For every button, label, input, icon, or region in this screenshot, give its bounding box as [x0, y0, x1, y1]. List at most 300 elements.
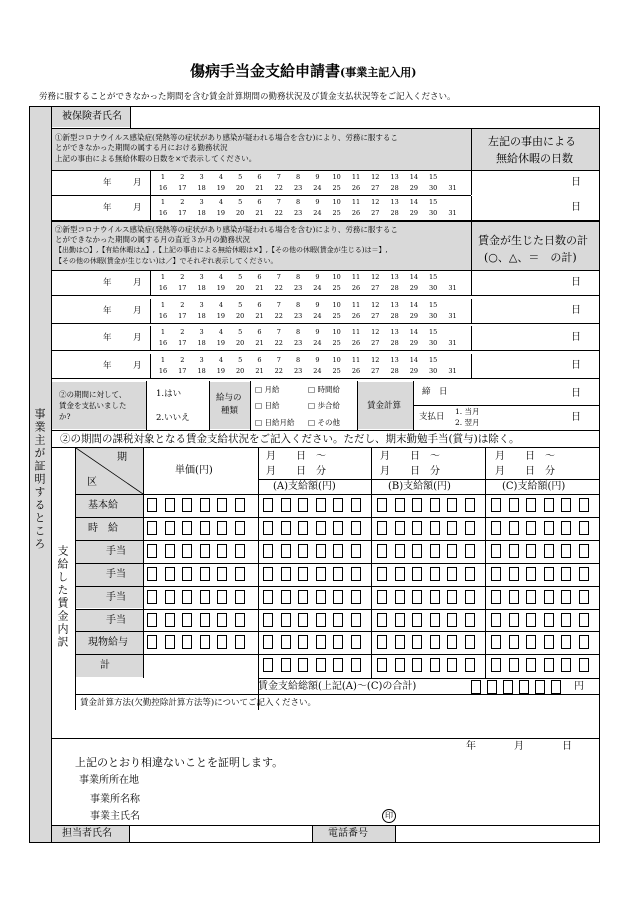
calendar-day[interactable]: 13 — [390, 173, 399, 181]
digit-box[interactable] — [377, 498, 387, 512]
calendar-day[interactable]: 13 — [390, 328, 399, 336]
pay-day-current[interactable]: 1. 当月 — [455, 407, 480, 416]
calendar-day[interactable]: 23 — [293, 284, 303, 292]
calendar-day[interactable]: 16 — [158, 366, 168, 375]
calendar-day[interactable]: 3 — [199, 198, 204, 206]
calendar-day[interactable]: 12 — [371, 328, 380, 336]
calendar-day[interactable]: 12 — [371, 273, 380, 281]
digit-box[interactable] — [316, 613, 326, 627]
pay-type-daily-monthly[interactable]: □ 日給月給 — [255, 418, 295, 427]
calendar-day[interactable]: 28 — [390, 284, 399, 292]
calendar-day[interactable]: 17 — [178, 184, 187, 192]
calendar-day[interactable]: 20 — [236, 284, 245, 292]
digit-box[interactable] — [263, 544, 273, 558]
digit-box[interactable] — [281, 498, 291, 512]
digit-box[interactable] — [412, 635, 422, 649]
calendar-day[interactable]: 23 — [293, 366, 303, 375]
calendar-day[interactable]: 19 — [216, 209, 226, 217]
calendar-day[interactable]: 31 — [448, 284, 457, 292]
digit-box[interactable] — [544, 498, 554, 512]
digit-box[interactable] — [561, 590, 571, 604]
calendar-day[interactable]: 7 — [276, 173, 281, 181]
digit-box[interactable] — [491, 521, 501, 535]
digit-box[interactable] — [377, 590, 387, 604]
digit-box[interactable] — [526, 544, 536, 558]
digit-box[interactable] — [298, 613, 308, 627]
calendar-day[interactable]: 20 — [236, 339, 245, 347]
calendar-day[interactable]: 12 — [371, 300, 380, 309]
digit-box[interactable] — [200, 613, 210, 627]
digit-box[interactable] — [165, 635, 175, 649]
digit-box[interactable] — [333, 567, 343, 581]
period-a-to[interactable]: 月 日 分 — [266, 466, 326, 477]
calendar-day[interactable]: 3 — [199, 173, 204, 181]
digit-box[interactable] — [351, 521, 361, 535]
calendar-day[interactable]: 20 — [236, 366, 245, 375]
calendar-day[interactable]: 2 — [180, 198, 185, 206]
calendar-day[interactable]: 2 — [180, 355, 185, 364]
digit-box[interactable] — [316, 544, 326, 558]
digit-box[interactable] — [465, 521, 475, 535]
calc-method-field[interactable] — [78, 712, 596, 736]
digit-box[interactable] — [465, 567, 475, 581]
digit-box[interactable] — [465, 590, 475, 604]
digit-box[interactable] — [430, 635, 440, 649]
digit-box[interactable] — [263, 498, 273, 512]
calendar-day[interactable]: 27 — [371, 209, 380, 217]
digit-box[interactable] — [147, 521, 157, 535]
calendar-day[interactable]: 24 — [313, 184, 322, 192]
calendar-day[interactable]: 11 — [351, 300, 361, 309]
calendar-day[interactable]: 13 — [390, 198, 399, 206]
digit-box[interactable] — [263, 521, 273, 535]
pay-type-commission[interactable]: □ 歩合給 — [308, 401, 340, 410]
calendar-day[interactable]: 27 — [371, 366, 380, 375]
calendar-day[interactable]: 5 — [238, 198, 243, 206]
calendar-day[interactable]: 3 — [199, 328, 204, 336]
calendar-day[interactable]: 26 — [351, 284, 361, 292]
calendar-day[interactable]: 11 — [351, 328, 361, 336]
digit-box[interactable] — [412, 590, 422, 604]
digit-box[interactable] — [235, 590, 245, 604]
digit-box[interactable] — [544, 590, 554, 604]
digit-box[interactable] — [182, 498, 192, 512]
calendar-day[interactable]: 31 — [448, 339, 457, 347]
calendar-day[interactable]: 19 — [216, 339, 226, 347]
digit-box[interactable] — [377, 613, 387, 627]
digit-box[interactable] — [465, 544, 475, 558]
calendar-day[interactable]: 6 — [257, 328, 262, 336]
digit-box[interactable] — [430, 658, 440, 672]
calendar-day[interactable]: 25 — [332, 366, 341, 375]
digit-box[interactable] — [447, 567, 457, 581]
digit-box[interactable] — [217, 521, 227, 535]
calendar-day[interactable]: 7 — [276, 198, 281, 206]
digit-box[interactable] — [235, 635, 245, 649]
calendar-day[interactable]: 22 — [274, 284, 283, 292]
digit-box[interactable] — [377, 635, 387, 649]
digit-box[interactable] — [147, 590, 157, 604]
calendar-day[interactable]: 18 — [197, 284, 206, 292]
calendar-day[interactable]: 10 — [332, 328, 341, 336]
digit-box[interactable] — [526, 635, 536, 649]
digit-box[interactable] — [447, 521, 457, 535]
calendar-day[interactable]: 17 — [178, 284, 187, 292]
digit-box[interactable] — [217, 544, 227, 558]
calendar-day[interactable]: 21 — [255, 311, 264, 320]
calendar-day[interactable]: 31 — [448, 209, 457, 217]
digit-box[interactable] — [412, 498, 422, 512]
digit-box[interactable] — [147, 498, 157, 512]
digit-box[interactable] — [447, 498, 457, 512]
digit-box[interactable] — [526, 613, 536, 627]
digit-box[interactable] — [395, 658, 405, 672]
calendar-day[interactable]: 30 — [429, 366, 438, 375]
calendar-day[interactable]: 31 — [448, 366, 457, 375]
calendar-day[interactable]: 24 — [313, 339, 322, 347]
digit-box[interactable] — [281, 544, 291, 558]
calendar-day[interactable]: 8 — [296, 355, 301, 364]
calendar-day[interactable]: 16 — [158, 311, 168, 320]
calendar-day[interactable]: 23 — [293, 209, 303, 217]
calendar-day[interactable]: 4 — [218, 300, 223, 309]
calendar-day[interactable]: 24 — [313, 209, 322, 217]
pay-type-hourly[interactable]: □ 時間給 — [308, 385, 340, 394]
calendar-day[interactable]: 4 — [218, 328, 223, 336]
total-digit-box[interactable] — [535, 680, 545, 694]
digit-box[interactable] — [182, 567, 192, 581]
calendar-day[interactable]: 14 — [409, 300, 419, 309]
digit-box[interactable] — [465, 635, 475, 649]
digit-box[interactable] — [333, 498, 343, 512]
digit-box[interactable] — [491, 498, 501, 512]
calendar-day[interactable]: 2 — [180, 328, 185, 336]
calendar-day[interactable]: 22 — [274, 184, 283, 192]
insured-name-field[interactable] — [134, 108, 594, 126]
digit-box[interactable] — [544, 567, 554, 581]
calendar-day[interactable]: 5 — [238, 328, 243, 336]
digit-box[interactable] — [395, 567, 405, 581]
digit-box[interactable] — [465, 613, 475, 627]
digit-box[interactable] — [316, 567, 326, 581]
phone-field[interactable] — [398, 827, 596, 841]
calendar-day[interactable]: 29 — [409, 284, 419, 292]
calendar-day[interactable]: 30 — [429, 284, 438, 292]
digit-box[interactable] — [509, 658, 519, 672]
calendar-day[interactable]: 1 — [160, 198, 166, 206]
digit-box[interactable] — [395, 544, 405, 558]
digit-box[interactable] — [526, 590, 536, 604]
digit-box[interactable] — [430, 567, 440, 581]
digit-box[interactable] — [263, 613, 273, 627]
calendar-day[interactable]: 14 — [409, 273, 419, 281]
digit-box[interactable] — [147, 544, 157, 558]
digit-box[interactable] — [430, 613, 440, 627]
digit-box[interactable] — [491, 590, 501, 604]
calendar-day[interactable]: 29 — [409, 339, 419, 347]
digit-box[interactable] — [447, 590, 457, 604]
digit-box[interactable] — [351, 613, 361, 627]
calendar-day[interactable]: 7 — [276, 328, 281, 336]
digit-box[interactable] — [217, 498, 227, 512]
calendar-day[interactable]: 10 — [332, 173, 341, 181]
person-in-charge-field[interactable] — [132, 827, 310, 841]
calendar-day[interactable]: 25 — [332, 184, 341, 192]
digit-box[interactable] — [509, 544, 519, 558]
calendar-day[interactable]: 22 — [274, 339, 283, 347]
calendar-day[interactable]: 21 — [255, 184, 264, 192]
calendar-day[interactable]: 9 — [315, 328, 320, 336]
digit-box[interactable] — [544, 521, 554, 535]
digit-box[interactable] — [579, 544, 589, 558]
digit-box[interactable] — [200, 498, 210, 512]
digit-box[interactable] — [147, 613, 157, 627]
digit-box[interactable] — [333, 658, 343, 672]
calendar-day[interactable]: 8 — [296, 300, 301, 309]
calendar-day[interactable]: 15 — [429, 198, 438, 206]
digit-box[interactable] — [351, 544, 361, 558]
total-digit-box[interactable] — [503, 680, 513, 694]
calendar-day[interactable]: 24 — [313, 366, 322, 375]
calendar-day[interactable]: 19 — [216, 284, 226, 292]
digit-box[interactable] — [200, 590, 210, 604]
calendar-day[interactable]: 4 — [218, 273, 223, 281]
digit-box[interactable] — [182, 635, 192, 649]
calendar-day[interactable]: 9 — [315, 198, 320, 206]
digit-box[interactable] — [333, 544, 343, 558]
calendar-day[interactable]: 19 — [216, 311, 226, 320]
digit-box[interactable] — [544, 613, 554, 627]
calendar-day[interactable]: 22 — [274, 366, 283, 375]
digit-box[interactable] — [491, 544, 501, 558]
calendar-day[interactable]: 8 — [296, 273, 301, 281]
calendar-day[interactable]: 25 — [332, 284, 341, 292]
calendar-day[interactable]: 15 — [429, 273, 438, 281]
calendar-day[interactable]: 26 — [351, 311, 361, 320]
digit-box[interactable] — [200, 544, 210, 558]
calendar-day[interactable]: 1 — [160, 300, 166, 309]
calendar-day[interactable]: 21 — [255, 284, 264, 292]
calendar-day[interactable]: 1 — [160, 273, 166, 281]
digit-box[interactable] — [447, 635, 457, 649]
digit-box[interactable] — [395, 498, 405, 512]
digit-box[interactable] — [544, 544, 554, 558]
calendar-day[interactable]: 18 — [197, 339, 206, 347]
digit-box[interactable] — [165, 544, 175, 558]
digit-box[interactable] — [351, 658, 361, 672]
calendar-day[interactable]: 23 — [293, 311, 303, 320]
calendar-day[interactable]: 27 — [371, 284, 380, 292]
calendar-day[interactable]: 9 — [315, 355, 320, 364]
period-c-from[interactable]: 月 日 ～ — [495, 451, 555, 462]
option-no[interactable]: 2.いいえ — [156, 413, 190, 423]
total-digit-box[interactable] — [471, 680, 481, 694]
digit-box[interactable] — [217, 590, 227, 604]
digit-box[interactable] — [544, 635, 554, 649]
digit-box[interactable] — [333, 613, 343, 627]
calendar-day[interactable]: 10 — [332, 198, 341, 206]
digit-box[interactable] — [561, 544, 571, 558]
calendar-day[interactable]: 28 — [390, 209, 399, 217]
calendar-day[interactable]: 12 — [371, 198, 380, 206]
digit-box[interactable] — [351, 567, 361, 581]
calendar-day[interactable]: 14 — [409, 355, 419, 364]
digit-box[interactable] — [579, 658, 589, 672]
calendar-day[interactable]: 5 — [238, 355, 243, 364]
total-digit-box[interactable] — [519, 680, 529, 694]
digit-box[interactable] — [165, 567, 175, 581]
calendar-day[interactable]: 7 — [276, 273, 281, 281]
calendar-day[interactable]: 11 — [351, 173, 361, 181]
digit-box[interactable] — [333, 590, 343, 604]
digit-box[interactable] — [235, 521, 245, 535]
digit-box[interactable] — [217, 613, 227, 627]
calendar-day[interactable]: 5 — [238, 173, 243, 181]
digit-box[interactable] — [351, 590, 361, 604]
digit-box[interactable] — [351, 635, 361, 649]
calendar-day[interactable]: 20 — [236, 311, 245, 320]
digit-box[interactable] — [165, 498, 175, 512]
calendar-day[interactable]: 18 — [197, 311, 206, 320]
digit-box[interactable] — [147, 567, 157, 581]
calendar-day[interactable]: 14 — [409, 173, 419, 181]
calendar-day[interactable]: 11 — [351, 273, 361, 281]
digit-box[interactable] — [316, 521, 326, 535]
digit-box[interactable] — [263, 658, 273, 672]
digit-box[interactable] — [561, 498, 571, 512]
calendar-day[interactable]: 3 — [199, 355, 204, 364]
digit-box[interactable] — [263, 590, 273, 604]
digit-box[interactable] — [412, 544, 422, 558]
calendar-day[interactable]: 30 — [429, 184, 438, 192]
digit-box[interactable] — [333, 521, 343, 535]
calendar-day[interactable]: 26 — [351, 339, 361, 347]
calendar-day[interactable]: 2 — [180, 273, 185, 281]
calendar-day[interactable]: 17 — [178, 339, 187, 347]
digit-box[interactable] — [182, 521, 192, 535]
calendar-day[interactable]: 26 — [351, 184, 361, 192]
digit-box[interactable] — [298, 521, 308, 535]
digit-box[interactable] — [182, 544, 192, 558]
total-digit-box[interactable] — [551, 680, 561, 694]
calendar-day[interactable]: 7 — [276, 355, 281, 364]
calendar-day[interactable]: 25 — [332, 311, 341, 320]
digit-box[interactable] — [316, 635, 326, 649]
digit-box[interactable] — [447, 544, 457, 558]
calendar-day[interactable]: 11 — [351, 355, 361, 364]
calendar-day[interactable]: 4 — [218, 198, 223, 206]
digit-box[interactable] — [561, 658, 571, 672]
calendar-day[interactable]: 16 — [158, 209, 168, 217]
calendar-day[interactable]: 29 — [409, 184, 419, 192]
calendar-day[interactable]: 21 — [255, 339, 264, 347]
period-b-to[interactable]: 月 日 分 — [380, 466, 440, 477]
calendar-day[interactable]: 15 — [429, 300, 438, 309]
pay-type-daily[interactable]: □ 日給 — [255, 401, 280, 410]
calendar-day[interactable]: 21 — [255, 366, 264, 375]
calendar-day[interactable]: 6 — [257, 273, 262, 281]
digit-box[interactable] — [509, 635, 519, 649]
digit-box[interactable] — [377, 658, 387, 672]
digit-box[interactable] — [281, 567, 291, 581]
digit-box[interactable] — [430, 498, 440, 512]
digit-box[interactable] — [509, 567, 519, 581]
calendar-day[interactable]: 16 — [158, 184, 168, 192]
calendar-day[interactable]: 17 — [178, 209, 187, 217]
digit-box[interactable] — [377, 567, 387, 581]
calendar-day[interactable]: 13 — [390, 273, 399, 281]
digit-box[interactable] — [298, 658, 308, 672]
digit-box[interactable] — [526, 658, 536, 672]
digit-box[interactable] — [561, 567, 571, 581]
calendar-day[interactable]: 23 — [293, 339, 303, 347]
calendar-day[interactable]: 4 — [218, 355, 223, 364]
calendar-day[interactable]: 14 — [409, 328, 419, 336]
calendar-day[interactable]: 30 — [429, 339, 438, 347]
calendar-day[interactable]: 8 — [296, 198, 301, 206]
calendar-day[interactable]: 25 — [332, 339, 341, 347]
digit-box[interactable] — [281, 635, 291, 649]
digit-box[interactable] — [509, 521, 519, 535]
digit-box[interactable] — [165, 521, 175, 535]
digit-box[interactable] — [165, 613, 175, 627]
calendar-day[interactable]: 31 — [448, 311, 457, 320]
digit-box[interactable] — [491, 658, 501, 672]
digit-box[interactable] — [412, 658, 422, 672]
calendar-day[interactable]: 1 — [160, 355, 166, 364]
digit-box[interactable] — [165, 590, 175, 604]
digit-box[interactable] — [281, 613, 291, 627]
calendar-day[interactable]: 29 — [409, 366, 419, 375]
digit-box[interactable] — [579, 613, 589, 627]
digit-box[interactable] — [430, 544, 440, 558]
digit-box[interactable] — [377, 521, 387, 535]
period-b-from[interactable]: 月 日 ～ — [380, 451, 440, 462]
calendar-day[interactable]: 29 — [409, 209, 419, 217]
digit-box[interactable] — [561, 635, 571, 649]
calendar-day[interactable]: 19 — [216, 184, 226, 192]
digit-box[interactable] — [509, 590, 519, 604]
calendar-day[interactable]: 12 — [371, 173, 380, 181]
digit-box[interactable] — [298, 567, 308, 581]
period-c-to[interactable]: 月 日 分 — [495, 466, 555, 477]
calendar-day[interactable]: 15 — [429, 328, 438, 336]
calendar-day[interactable]: 18 — [197, 366, 206, 375]
digit-box[interactable] — [235, 498, 245, 512]
digit-box[interactable] — [447, 613, 457, 627]
calendar-day[interactable]: 9 — [315, 273, 320, 281]
calendar-day[interactable]: 22 — [274, 311, 283, 320]
digit-box[interactable] — [316, 658, 326, 672]
calendar-day[interactable]: 9 — [315, 173, 320, 181]
digit-box[interactable] — [395, 521, 405, 535]
calendar-day[interactable]: 7 — [276, 300, 281, 309]
calendar-day[interactable]: 15 — [429, 173, 438, 181]
calendar-day[interactable]: 15 — [429, 355, 438, 364]
calendar-day[interactable]: 17 — [178, 311, 187, 320]
calendar-day[interactable]: 27 — [371, 311, 380, 320]
digit-box[interactable] — [579, 590, 589, 604]
calendar-day[interactable]: 8 — [296, 328, 301, 336]
digit-box[interactable] — [235, 613, 245, 627]
digit-box[interactable] — [412, 613, 422, 627]
digit-box[interactable] — [579, 567, 589, 581]
digit-box[interactable] — [298, 544, 308, 558]
digit-box[interactable] — [465, 498, 475, 512]
calendar-day[interactable]: 10 — [332, 300, 341, 309]
calendar-day[interactable]: 22 — [274, 209, 283, 217]
digit-box[interactable] — [491, 635, 501, 649]
